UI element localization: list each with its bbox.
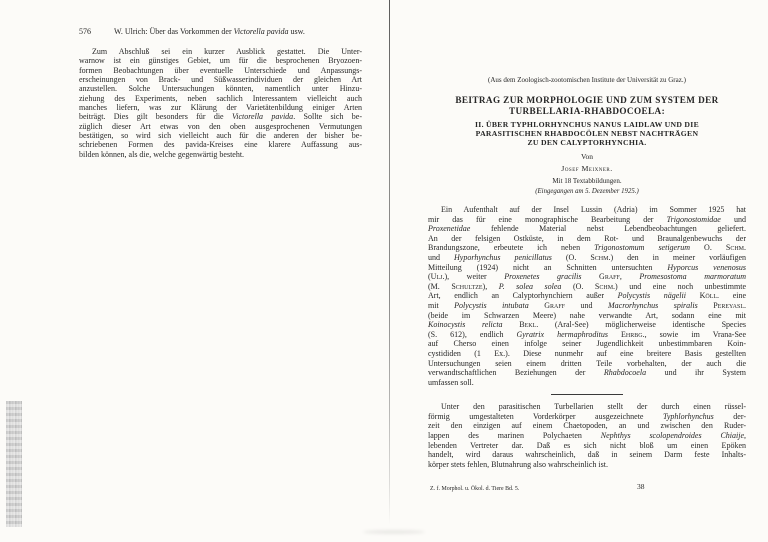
text-line: bestätigen, so wird sich vielleicht auch für die anderen der bisher be-: [79, 131, 362, 141]
text-line: mit Polycystis intubata Graff und Macrorhynchus spiralis Pereyasl.: [428, 300, 746, 310]
left-closing-paragraph: [79, 47, 362, 159]
text-line: ZU DEN CALYPTORHYNCHIA.: [527, 138, 647, 147]
text-line: und Hyporhynchus penicillatus (O. Schm.) den in meiner vorläufigen: [428, 252, 746, 262]
text-line: warnow ist ein günstiges Gebiet, um für die besprochenen Bryozoen-: [79, 56, 362, 66]
text-line: Koinocystis relicta Bekl. (Aral-See) möglicherweise identische Species: [428, 320, 747, 330]
text-line: auf Cherso einen infolge seiner Jugendlichkeit unbestimmbaren Koin-: [428, 339, 746, 349]
second-paragraph: [428, 402, 746, 469]
page-fold-line: [389, 0, 390, 525]
text-line: Zum Abschluß sei ein kurzer Ausblick gestattet. Die Unter-: [92, 47, 362, 56]
figures-note: Mit 18 Textabbildungen.: [552, 177, 622, 185]
journal-signature: Z. f. Morphol. u. Ökol. d. Tiere Bd. 5.: [430, 486, 520, 492]
section-divider-rule: [551, 394, 623, 395]
text-line: ziehung des Experiments, neben sachlich Interessantem vielleicht auch: [79, 93, 362, 103]
text-line: (S. 612), endlich Gyratrix hermaphroditus Ehrbg., sowie im Vrana-See: [428, 329, 747, 339]
text-line: schriebenen Formen des pavida-Kreises eine klarere Auffassung aus-: [79, 140, 362, 150]
text-line: mir das für eine monographische Bearbeitung der Trigonostomidae und: [428, 214, 747, 224]
text-line: TURBELLARIA-RHABDOCOELA:: [508, 106, 666, 116]
text-line: beiträgt. Dies gilt besonders für die Victorella pavida. Sollte sich be-: [79, 112, 363, 122]
right-page-number: 38: [637, 482, 645, 491]
text-line: handelt, wird daraus wahrscheinlich, daß in seinem Darm feste Inhalts-: [428, 450, 746, 460]
left-page: [79, 27, 362, 159]
text-line: Unter den parasitischen Turbellarien stellt der durch einen rüssel-: [441, 402, 746, 412]
text-line: Brandungszone, erbeutete ich neben Trigonostomum setigerum O. Schm.: [428, 243, 747, 253]
text-line: lebenden Vertreter dar. Daß es sich nicht bloß um einen Epöken: [428, 440, 746, 450]
text-line: Ein Aufenthalt auf der Insel Lussin (Adria) im Sommer 1925 hat: [441, 205, 746, 214]
left-running-header: [79, 27, 362, 36]
text-line: (Ulj.), weiter Proxenetes gracilis Graff, Promesostoma marmoratum: [428, 272, 747, 282]
byline-von-label: Von: [581, 152, 593, 161]
text-line: anzustellen. Solche Untersuchungen könnten, namentlich unter Hinzu-: [79, 84, 362, 94]
text-line: Mitteilung (1924) nicht an Schnitten untersuchten Hyporcus venenosus: [428, 262, 746, 272]
right-page-footer: [430, 482, 746, 497]
text-line: Proxenetidae fehlende Material nebst Lebendbeobachtungen geliefert.: [428, 224, 746, 234]
text-line: Untersuchungen seien einem dritten Teile vorbehalten, der auch die: [428, 358, 746, 368]
text-line: manches liefern, was zur Klärung der Varietätenbildung einiger Arten: [79, 103, 362, 113]
text-line: BEITRAG ZUR MORPHOLOGIE UND ZUM SYSTEM DER: [455, 95, 719, 105]
article-title: [428, 95, 746, 117]
right-page: [428, 76, 746, 469]
text-line: bilden können, als die, welche gegenwärtig besteht.: [79, 149, 245, 159]
text-line: zeit den einzigen auf einem Chaetopoden, an und zwischen den Ruder-: [428, 421, 746, 431]
text-line: II. ÜBER TYPHLORHYNCHUS NANUS LAIDLAW UND DIE: [474, 120, 699, 129]
left-page-number: 576: [79, 27, 91, 36]
text-line: Art, endlich an Calyptorhynchiern außer Polycystis nägelii Köll. eine: [428, 291, 747, 301]
text-line: (M. Schultze), P. solea solea (O. Schm.) und eine noch unbestimmte: [428, 281, 747, 291]
text-line: umfassen soll.: [428, 377, 474, 387]
text-line: An der felsigen Ostküste, in dem Rot- und Braunalgenbewuchs der: [428, 233, 746, 243]
institute-note: (Aus dem Zoologisch-zootomischen Institute der Universität zu Graz.): [488, 76, 686, 84]
text-line: lappen des marinen Polychaeten Nephthys scolopendroides Chiaije,: [428, 431, 747, 441]
left-running-title: W. Ulrich: Über das Vorkommen der Victorella pavida usw.: [114, 27, 305, 36]
text-line: züglich dieser Art etwas von den oben ausgesprochenen Vermutungen: [79, 121, 362, 131]
text-line: erscheinungen von Brack- und Süßwasserindividuen der gleichen Art: [79, 75, 362, 85]
text-line: cystididen (1 Ex.). Diese nunmehr auf eine breitere Basis gestellten: [428, 348, 746, 358]
text-line: (beide im Schwarzen Meere) nahe verwandte Art, sodann eine mit: [428, 310, 746, 320]
author-name: Josef Meixner.: [561, 164, 613, 173]
text-line: körper stets fehlen, Blutnahrung also wahrscheinlich ist.: [428, 459, 608, 469]
scan-artifact-strip: [6, 401, 22, 527]
text-line: formen Beobachtungen über eventuelle Unterschiede und Anpassungs-: [79, 65, 362, 75]
article-subtitle: [428, 120, 746, 147]
text-line: PARASITISCHEN RHABDOCÖLEN NEBST NACHTRÄGEN: [475, 129, 699, 138]
scan-smudge: [363, 530, 425, 534]
intro-paragraph: [428, 205, 746, 387]
text-line: verwandtschaftlichen Beziehungen der Rhabdocoela und ihr System: [428, 368, 746, 378]
received-date-note: (Eingegangen am 5. Dezember 1925.): [535, 188, 639, 195]
text-line: förmig umgestalteten Vorderkörper ausgezeichnete Typhlorhynchus der-: [428, 411, 746, 421]
